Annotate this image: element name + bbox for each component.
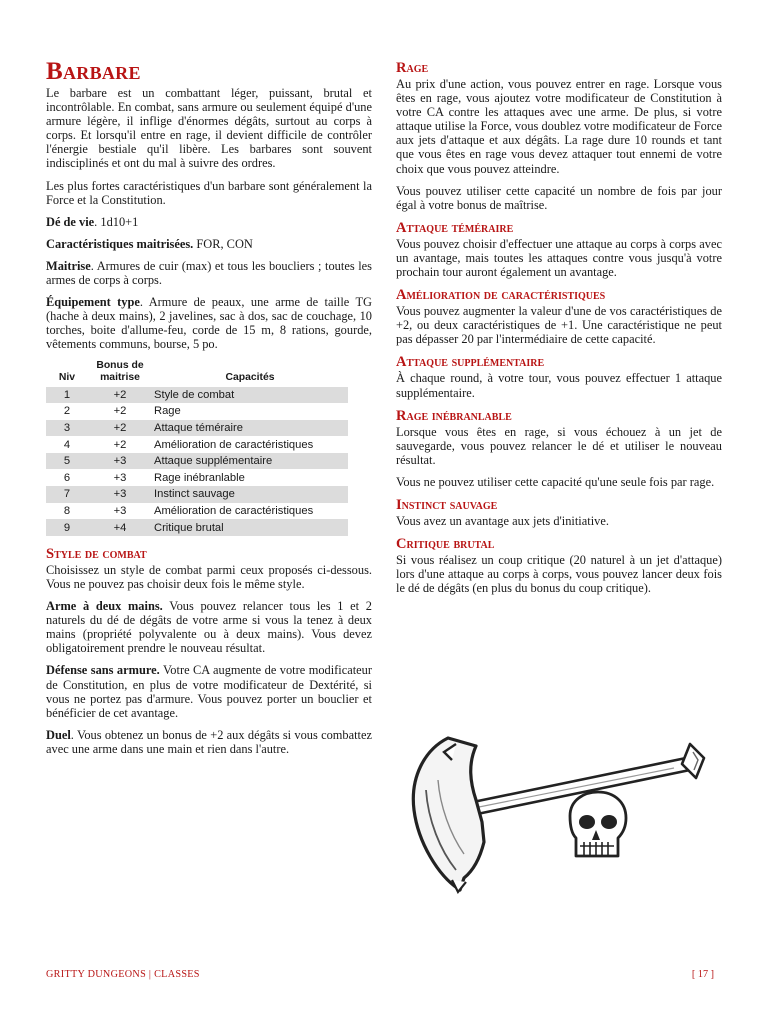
cell-level: 9 [46,519,88,536]
level-table [46,360,348,536]
table-row [46,436,348,453]
header-level: Niv [58,371,76,383]
heading-unshakable-rage: Rage inébranlable [396,407,512,424]
cell-level: 2 [63,405,71,418]
table-row [46,453,348,470]
table-header-row [46,360,348,387]
table-row [46,387,348,404]
table-row [46,486,348,503]
duel-label: Duel [46,727,71,742]
fighting-style-text: Choisissez un style de combat parmi ceux proposés ci-dessous. Vous ne pouvez pas choisir deux fois le même style. [46,562,372,591]
cell-bonus: +4 [88,519,152,536]
footer-book-title: GRITTY DUNGEONS | CLASSES [46,969,200,980]
rage-text-2: Vous pouvez utiliser cette capacité un nombre de fois par jour égal à votre bonus de maîtrise. [396,183,722,212]
cell-level: 6 [63,471,71,484]
unarmored-defense-text: Votre CA augmente de votre modificateur de Constitution, en plus de votre modificateur de Dextérité, si vous ne portez pas d'armure. Vous pouvez porter un bouclier et bénéficier de cet avantage. [46,663,372,720]
intro-paragraph-2: Les plus fortes caractéristiques d'un barbare sont généralement la Force et la Constitution. [46,178,372,207]
heading-reckless-attack: Attaque téméraire [396,219,514,236]
cell-ability: Rage [154,405,181,418]
duel-style [46,728,372,756]
right-column [396,58,722,603]
cell-ability: Instinct sauvage [152,486,348,503]
unshakable-rage-text-2: Vous ne pouvez utiliser cette capacité qu'une seule fois par rage. [396,474,715,489]
cell-bonus: +3 [113,471,127,484]
saves-value: FOR, CON [193,236,253,251]
cell-bonus: +3 [113,504,127,517]
two-handed-text: Vous pouvez relancer tous les 1 et 2 naturels du dé de dégâts de votre arme si vous la tenez à deux mains (propriété polyvalente ou à deux mains). Vous devez obligatoirement prendre le nouveau résultat. [46,599,372,656]
two-handed-style [46,599,372,655]
table-row [46,503,348,520]
hit-die-value: . 1d10+1 [94,214,139,229]
table-row [46,519,348,536]
cell-bonus: +2 [113,405,127,418]
reckless-attack-text: Vous pouvez choisir d'effectuer une attaque au corps à corps avec un avantage, mais toutes les attaques contre vous jusqu'à votre prochain tour auront également un avantage. [396,236,722,280]
footer-page-number: [ 17 ] [691,969,714,980]
heading-brutal-critical: Critique brutal [396,536,495,553]
axe-and-skull-icon [404,730,722,900]
table-row [46,403,348,420]
cell-bonus: +2 [113,438,127,451]
two-handed-label: Arme à deux mains. [46,599,163,614]
equipment-label: Équipement type [46,295,140,310]
header-abilities: Capacités [225,371,275,383]
saves-label: Caractéristiques maitrisées. [46,236,194,251]
cell-bonus: +2 [88,420,152,437]
cell-ability: Attaque supplémentaire [152,453,348,470]
heading-fighting-style: Style de combat [46,545,147,562]
equipment [46,295,372,351]
cell-bonus: +3 [88,486,152,503]
unshakable-rage-text: Lorsque vous êtes en rage, si vous échouez à un jet de sauvegarde, vous pouvez relancer le dé et utiliser le nouveau résultat. [396,424,722,467]
unarmored-defense-style [46,663,372,719]
heading-rage: Rage [396,60,429,76]
cell-level: 5 [46,453,88,470]
mastery [46,259,372,287]
rage-text: Au prix d'une action, vous pouvez entrer en rage. Lorsque vous êtes en rage, vous ajoutez votre modificateur de Constitution à votre CA contre les attaques avec une arme. De plus, si votre attaque utilise la Force, vous doublez votre modificateur de Force aux jets d'attaque et aux dégâts. La rage dure 10 rounds et tant que vous êtes en rage vous devez attaquer tout ennemi de votre choix que vous pouvez atteindre. [396,77,722,176]
wild-instinct-text: Vous avez un avantage aux jets d'initiative. [396,513,609,528]
cell-level: 1 [46,387,88,404]
hit-die-label: Dé de vie [46,214,95,229]
cell-level: 8 [63,504,71,517]
cell-level: 3 [46,420,88,437]
heading-ability-improvement: Amélioration de caractéristiques [396,287,606,304]
left-column [46,58,372,764]
heading-wild-instinct: Instinct sauvage [396,496,498,513]
equipment-value: . Armure de peaux, une arme de taille TG (hache à deux mains), 2 javelines, sac à dos, sac de couchage, 10 torches, boite d'allume-feu, corde de 15 m, 8 rations, gourde, vêtements communs, bourse, 5 po. [46,295,372,352]
cell-ability: Rage inébranlable [154,471,245,484]
header-proficiency: Bonus de maitrise [96,359,144,383]
cell-level: 7 [46,486,88,503]
cell-ability: Style de combat [152,387,348,404]
heading-extra-attack: Attaque supplémentaire [396,354,545,371]
duel-text: . Vous obtenez un bonus de +2 aux dégâts si vous combattez avec une arme dans une main et rien dans l'autre. [46,727,372,756]
ability-improvement-text: Vous pouvez augmenter la valeur d'une de vos caractéristiques de +2, ou deux caractéristiques de +1. Une caractéristique ne peut pas dépasser 20 par l'intermédiaire de cette capacité. [396,304,722,347]
cell-bonus: +2 [88,387,152,404]
cell-ability: Amélioration de caractéristiques [154,438,314,451]
brutal-critical-text: Si vous réalisez un coup critique (20 naturel à un jet d'attaque) lors d'une attaque au corps à corps, vous pouvez lancer deux fois le dé de dégâts (en plus du bonus du coup critique). [396,553,722,596]
saving-throws [46,237,372,251]
intro-paragraph: Le barbare est un combattant léger, puissant, brutal et incontrôlable. En combat, sans armure ou seulement équipé d'une armure légère, il inflige d'énormes dégâts, surtout au corps à corps. Et lorsqu'il entre en rage, il devient difficile de contrôler l'énergie bestiale qu'il libère. Les barbares sont souvent indisciplinés et ont du mal à suivre des ordres. [46,86,372,171]
mastery-value: . Armures de cuir (max) et tous les boucliers ; toutes les armes de corps à corps. [46,258,372,288]
unarmored-defense-label: Défense sans armure. [46,663,160,678]
cell-bonus: +3 [88,453,152,470]
cell-ability: Amélioration de caractéristiques [154,504,314,517]
cell-ability: Attaque téméraire [152,420,348,437]
table-row [46,469,348,486]
hit-die [46,215,372,229]
cell-level: 4 [63,438,71,451]
cell-ability: Critique brutal [152,519,348,536]
extra-attack-text: À chaque round, à votre tour, vous pouvez effectuer 1 attaque supplémentaire. [396,371,722,400]
table-row [46,420,348,437]
page-title: Barbare [46,58,141,85]
mastery-label: Maitrise [46,258,91,273]
